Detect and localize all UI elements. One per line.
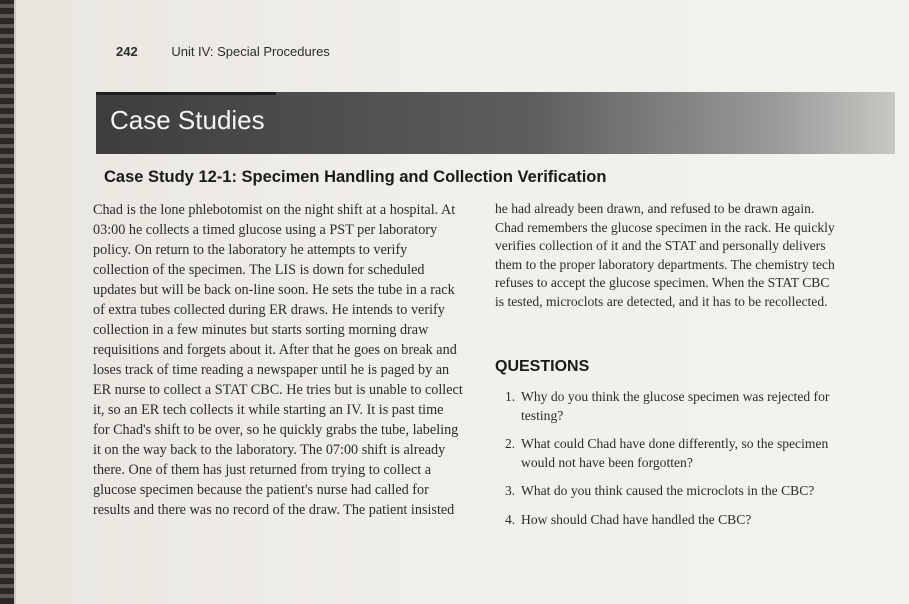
question-item	[495, 482, 835, 501]
page-number: 242	[116, 44, 138, 59]
question-number: 2.	[505, 436, 516, 451]
questions-list	[495, 388, 835, 539]
question-item	[495, 511, 835, 530]
running-head	[116, 44, 330, 59]
case-text-left-column: Chad is the lone phlebotomist on the night shift at a hospital. At 03:00 he collects a timed glucose using a PST per laboratory policy. On return to the laboratory he attempts to verify collection of the specimen. The LIS is down for scheduled updates but will be back on-line soon. He sets the tube in a rack of extra tubes collected during ER draws. He intends to verify collection in a few minutes but starts sorting morning draw requisitions and forgets about it. After that he goes on break and loses track of time reading a newspaper until he is paged by an ER nurse to collect a STAT CBC. He tries but is unable to collect it, so an ER tech collects it while starting an IV. It is past time for Chad's shift to be over, so he quickly grabs the tube, labeling it on the way back to the laboratory. The 07:00 shift is already there. One of them has just returned from trying to collect a glucose specimen because the patient's nurse had called for results and there was no record of the draw. The patient insisted	[93, 202, 463, 518]
case-studies-banner	[96, 92, 895, 154]
question-number: 3.	[505, 483, 516, 498]
question-text: Why do you think the glucose specimen was rejected for testing?	[521, 389, 830, 423]
question-text: How should Chad have handled the CBC?	[521, 511, 752, 527]
question-item	[495, 388, 835, 425]
section-title: Unit IV: Special Procedures	[171, 44, 330, 59]
questions-heading: QUESTIONS	[495, 358, 590, 375]
banner-title: Case Studies	[110, 105, 265, 135]
question-item	[495, 435, 835, 472]
question-text: What do you think caused the microclots in the CBC?	[521, 483, 815, 498]
case-text-right-column: he had already been drawn, and refused to be drawn again. Chad remembers the glucose specimen in the rack. He quickly verifies collection of it and the STAT and personally delivers them to the proper laboratory departments. The chemistry tech refuses to accept the glucose specimen. When the STAT CBC is tested, microclots are detected, and it has to be recollected.	[495, 201, 835, 309]
case-study-title: Case Study 12-1: Specimen Handling and Collection Verification	[104, 168, 607, 186]
question-text: What could Chad have done differently, so the specimen would not have been forgotten?	[521, 436, 829, 470]
question-number: 1.	[505, 389, 516, 404]
question-number: 4.	[505, 511, 516, 527]
